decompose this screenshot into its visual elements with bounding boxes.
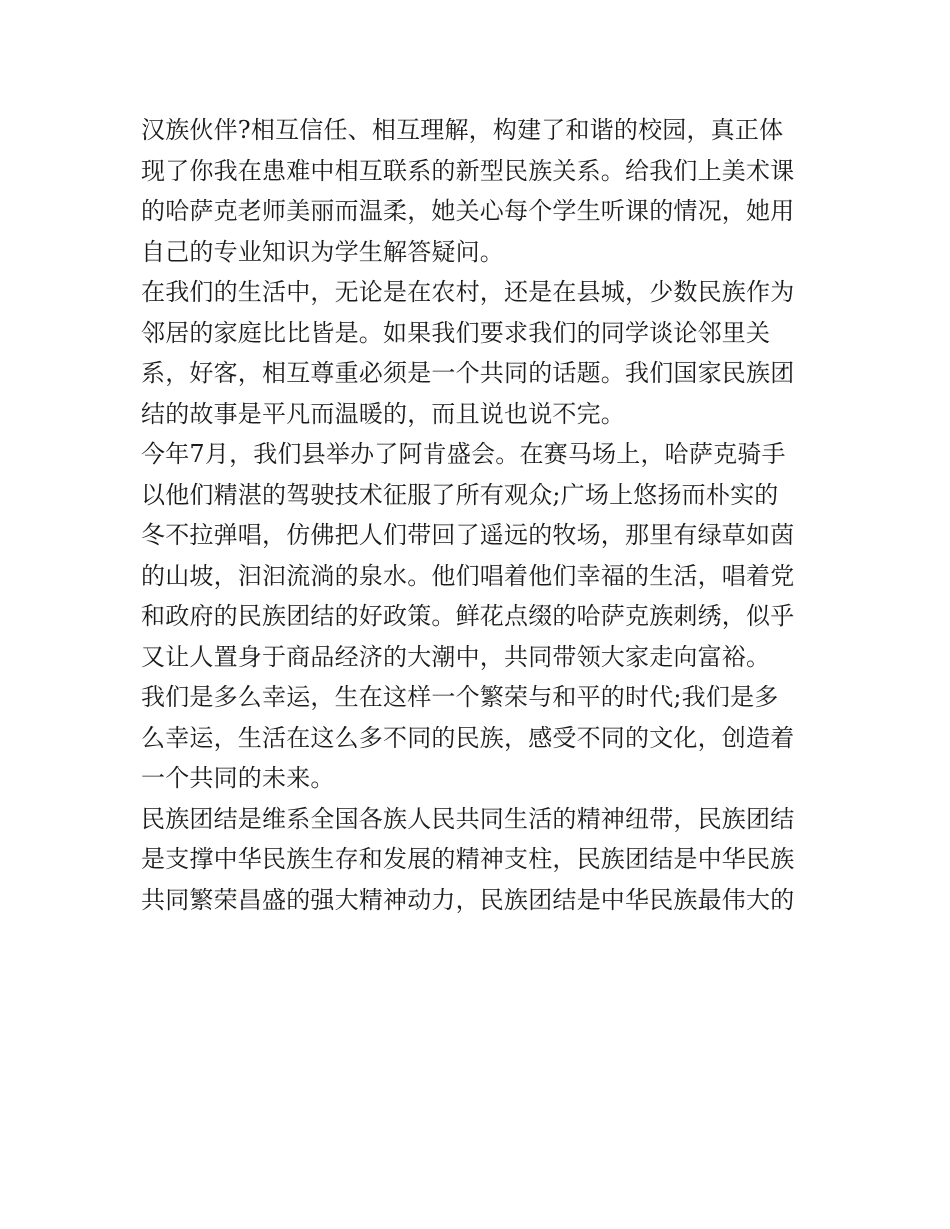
text-line: 在我们的生活中，无论是在农村，还是在县城，少数民族作为 [141, 278, 795, 306]
text-line: 我们是多么幸运，生在这样一个繁荣与和平的时代;我们是多 [141, 683, 779, 711]
text-line: 民族团结是维系全国各族人民共同生活的精神纽带，民族团结 [141, 804, 795, 833]
text-line: 汉族伙伴?相互信任、相互理解，构建了和谐的校园，真正体 [141, 116, 784, 144]
text-line: 又让人置身于商品经济的大潮中，共同带领大家走向富裕。 [141, 642, 771, 671]
text-line: 现了你我在患难中相互联系的新型民族关系。给我们上美术课 [141, 156, 795, 185]
text-line: 冬不拉弹唱，仿佛把人们带回了遥远的牧场，那里有绿草如茵 [141, 521, 795, 549]
text-line: 共同繁荣昌盛的强大精神动力，民族团结是中华民族最伟大的 [141, 885, 795, 914]
text-line: 一个共同的未来。 [141, 764, 335, 792]
text-line: 的山坡，汩汩流淌的泉水。他们唱着他们幸福的生活，唱着党 [141, 561, 795, 590]
text-line: 是支撑中华民族生存和发展的精神支柱，民族团结是中华民族 [141, 845, 795, 873]
text-line: 以他们精湛的驾驶技术征服了所有观众;广场上悠扬而朴实的 [141, 480, 779, 509]
text-line: 和政府的民族团结的好政策。鲜花点缀的哈萨克族刺绣，似乎 [141, 602, 795, 630]
text-line: 系，好客，相互尊重必须是一个共同的话题。我们国家民族团 [141, 359, 795, 387]
body-text [141, 110, 821, 920]
text-line: 邻居的家庭比比皆是。如果我们要求我们的同学谈论邻里关 [141, 318, 771, 347]
text-line: 结的故事是平凡而温暖的，而且说也说不完。 [141, 399, 625, 428]
text-line: 自己的专业知识为学生解答疑问。 [141, 237, 504, 266]
text-line: 今年7月，我们县举办了阿肯盛会。在赛马场上，哈萨克骑手 [141, 440, 786, 468]
text-line: 的哈萨克老师美丽而温柔，她关心每个学生听课的情况，她用 [141, 197, 795, 225]
text-line: 么幸运，生活在这么多不同的民族，感受不同的文化，创造着 [141, 723, 795, 752]
